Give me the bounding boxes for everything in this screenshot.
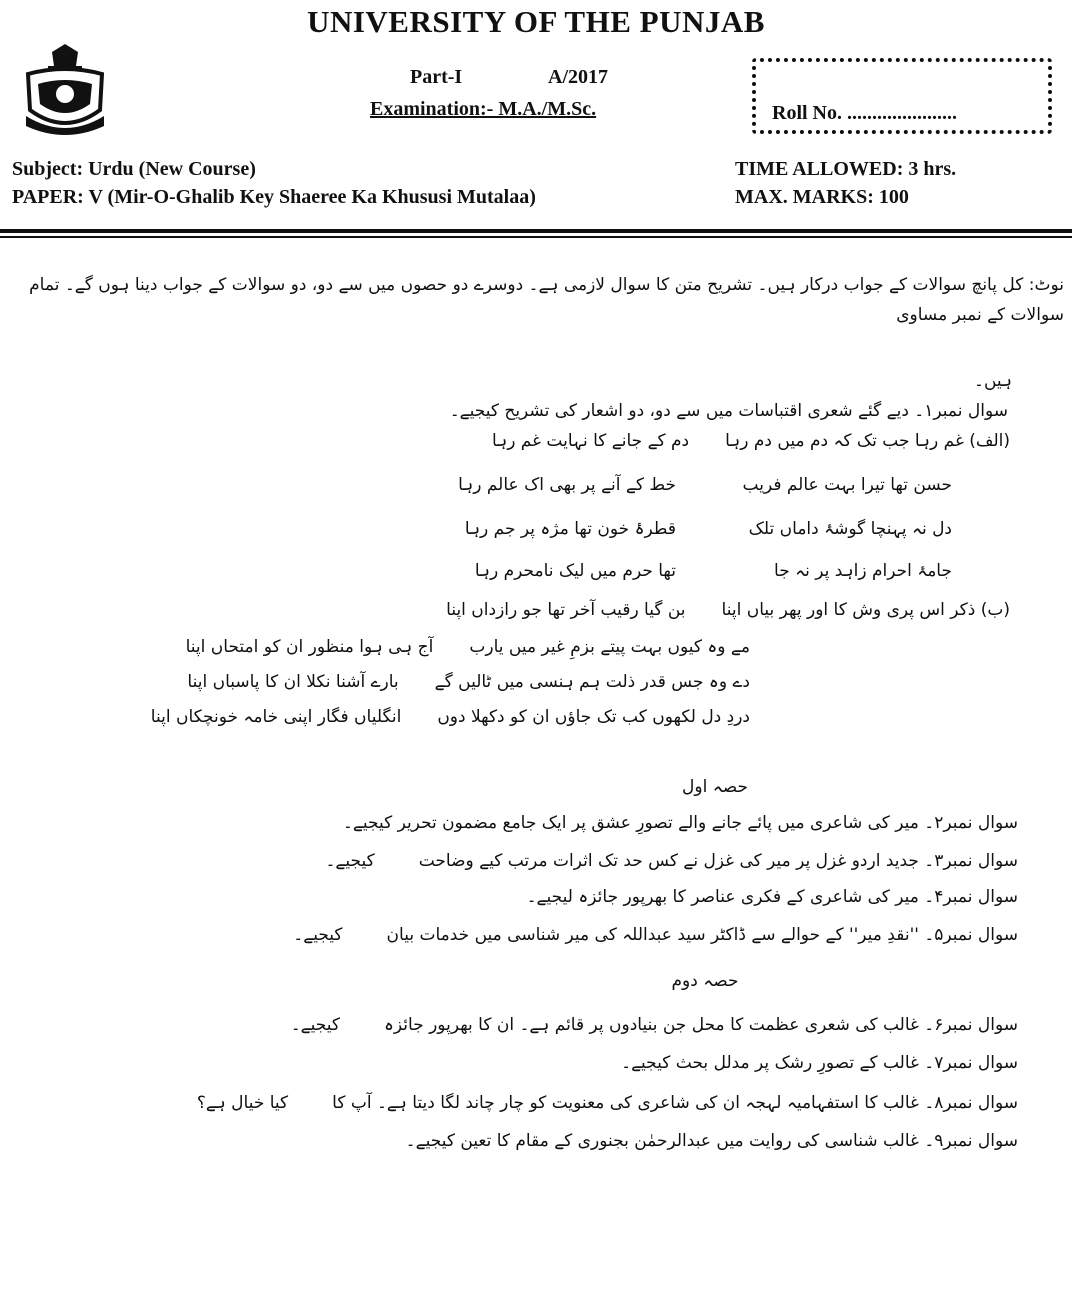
verse-line: آج ہی ہوا منظور ان کو امتحاں اپنا [185,637,434,657]
paper-label: PAPER: V (Mir-O-Ghalib Key Shaeree Ka Khususi Mutalaa) [12,186,536,208]
verse-line: دردِ دل لکھوں کب تک جاؤں ان کو دکھلا دوں [437,707,750,727]
instructions-note: نوٹ: کل پانچ سوالات کے جواب درکار ہیں۔ تشریح متن کا سوال لازمی ہے۔ دوسرے دو حصوں میں سے دو، دو سوالات کے جواب دینا ہوں گے۔ تمام سوالات کے نمبر مساوی [29,275,1064,325]
verse-line: (ب) ذکر اس پری وش کا اور پھر بیاں اپنا [721,600,1010,620]
verse-line: تھا حرم میں لیک نامحرم رہا [474,561,676,581]
max-marks-label: MAX. MARKS: 100 [735,186,909,208]
couplet-row [458,474,952,495]
examination-label: Examination:- M.A./M.Sc. [370,98,597,120]
question-8-row [197,1092,1018,1113]
question-7: سوال نمبر۷۔ غالب کے تصورِ رشک پر مدلل بحث کیجیے۔ [621,1053,1018,1073]
couplet-row [187,671,750,692]
verse-line: (الف) غم رہا جب تک کہ دم میں دم رہا [725,431,1010,451]
couplet-row [492,430,1010,451]
verse-line: بن گیا رقیب آخر تھا جو رازداں اپنا [446,600,686,620]
question-6-row [291,1014,1018,1035]
question-6: سوال نمبر۶۔ غالب کی شعری عظمت کا محل جن بنیادوں پر قائم ہے۔ ان کا بھرپور جائزہ [383,1015,1018,1035]
question-2: سوال نمبر۲۔ میر کی شاعری میں پائے جانے والے تصورِ عشق پر ایک جامع مضمون تحریر کیجیے۔ [342,813,1018,833]
subject-label: Subject: Urdu (New Course) [12,158,256,180]
couplet-row [186,636,750,657]
question-6-end: کیجیے۔ [290,1015,340,1035]
part-label: Part-I [410,66,463,88]
question-3: سوال نمبر۳۔ جدید اردو غزل پر میر کی غزل نے کس حد تک اثرات مرتب کیے وضاحت [418,851,1018,871]
section-2-heading: حصہ دوم [671,971,739,991]
question-5: سوال نمبر۵۔ ''نقدِ میر'' کے حوالے سے ڈاکٹر سید عبداللہ کی میر شناسی میں خدمات بیان [386,925,1018,945]
verse-line: انگلیاں فگار اپنی خامہ خونچکاں اپنا [150,707,402,727]
couplet-row [446,600,1010,620]
verse-line: حسن تھا تیرا بہت عالم فریب [742,475,952,495]
verse-line: جامۂ احرام زاہد پر نہ جا [774,561,952,581]
question-5-end: کیجیے۔ [293,925,343,945]
university-title: UNIVERSITY OF THE PUNJAB [307,4,765,39]
question-8: سوال نمبر۸۔ غالب کا استفہامیہ لہجہ ان کی شاعری کی معنویت کو چار چاند لگا دیتا ہے۔ آپ کا [332,1093,1018,1113]
question-3-end: کیجیے۔ [325,851,375,871]
question-9: سوال نمبر۹۔ غالب شناسی کی روایت میں عبدالرحمٰن بجنوری کے مقام کا تعین کیجیے۔ [405,1131,1018,1151]
header-divider [0,229,1072,233]
question-1: سوال نمبر۱۔ دیے گئے شعری اقتباسات میں سے دو، دو اشعار کی تشریح کیجیے۔ [449,401,1008,421]
verse-line: دل نہ پہنچا گوشۂ داماں تلک [748,519,952,539]
couplet-row [151,706,750,727]
couplet-row [475,560,952,581]
university-logo-icon [20,40,110,138]
question-4: سوال نمبر۴۔ میر کی شاعری کے فکری عناصر کا بھرپور جائزہ لیجیے۔ [526,887,1018,907]
verse-line: بارے آشنا نکلا ان کا پاسباں اپنا [187,672,399,692]
verse-line: قطرۂ خون تھا مژہ پر جم رہا [464,519,676,539]
header-divider-thin [0,236,1072,238]
time-allowed-label: TIME ALLOWED: 3 hrs. [735,158,957,180]
instructions-note-end: ہیں۔ [974,371,1012,391]
verse-line: دم کے جانے کا نہایت غم رہا [492,431,690,451]
roll-number-field[interactable]: Roll No. ...................... [772,102,957,124]
question-5-row [293,924,1018,945]
question-8-end: کیا خیال ہے؟ [196,1093,289,1113]
verse-line: مے وہ کیوں بہت پیتے بزمِ غیر میں یارب [469,637,750,657]
section-1-heading: حصہ اول [682,777,748,797]
verse-line: دے وہ جس قدر ذلت ہم ہنسی میں ٹالیں گے [434,672,750,692]
question-3-row [325,850,1018,871]
couplet-row [465,518,952,539]
session-label: A/2017 [548,66,608,88]
verse-line: خط کے آنے پر بھی اک عالم رہا [458,475,676,495]
